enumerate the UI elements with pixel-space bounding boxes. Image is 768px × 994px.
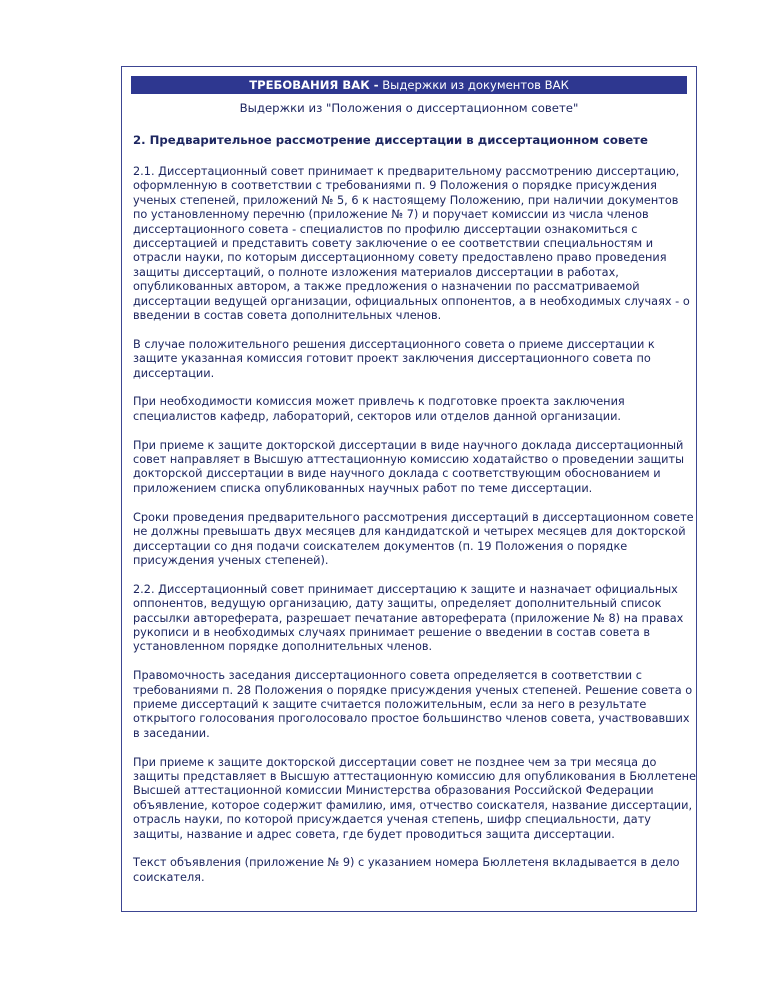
paragraph-line: по установленному перечню (приложение № 7) и поручает комиссии из числа членов (133, 208, 649, 222)
document-body (133, 165, 696, 900)
paragraph (133, 395, 693, 424)
paragraph (133, 511, 693, 569)
paragraph-line: рукописи и в необходимых случаях принимает решение о введении в состав совета в (133, 625, 650, 639)
document-frame (121, 66, 697, 912)
paragraph-line: 2.2. Диссертационный совет принимает диссертацию к защите и назначает официальных (133, 582, 678, 596)
paragraph-line: не должны превышать двух месяцев для кандидатской и четырех месяцев для докторской (133, 525, 686, 539)
paragraph-line: Текст объявления (приложение № 9) с указанием номера Бюллетеня вкладывается в дело (133, 856, 680, 870)
paragraph-line: В случае положительного решения диссертационного совета о приеме диссертации к (133, 337, 655, 351)
paragraph-line: рассылки автореферата, разрешает печатание автореферата (приложение № 8) на правах (133, 611, 684, 625)
paragraph-line: открытого голосования проголосовало простое большинство членов совета, участвовавших (133, 712, 690, 726)
paragraph-line: Правомочность заседания диссертационного совета определяется в соответствии с (133, 669, 642, 683)
paragraph-line: приложением списка опубликованных научных работ по теме диссертации. (133, 481, 593, 495)
paragraph (133, 856, 693, 885)
paragraph-line: 2.1. Диссертационный совет принимает к предварительному рассмотрению диссертацию, (133, 165, 680, 178)
paragraph (133, 583, 693, 655)
paragraph-line: защите указанная комиссия готовит проект заключения диссертационного совета по (133, 352, 651, 366)
paragraph-line: ученых степеней, приложений № 5, 6 к настоящему Положению, при наличии документов (133, 193, 679, 207)
paragraph-line: При приеме к защите докторской диссертации совет не позднее чем за три месяца до (133, 755, 657, 769)
paragraph-line: докторской диссертации в виде научного доклада с соответствующим обоснованием и (133, 467, 661, 481)
paragraph-line: Высшей аттестационной комиссии Министерства образования Российской Федерации (133, 784, 654, 798)
paragraph-line: диссертацией и представить совету заключение о ее соответствии специальностям и (133, 237, 654, 251)
document-subtitle: Выдержки из "Положения о диссертационном совете" (239, 101, 579, 115)
header-title-bold: ТРЕБОВАНИЯ ВАК - (249, 78, 379, 92)
paragraph-line: защиты представляет в Высшую аттестационную комиссию для опубликования в Бюллетене (133, 769, 696, 783)
header-title-rest: Выдержки из документов ВАК (378, 78, 569, 92)
paragraph-line: присуждения ученых степеней). (133, 553, 329, 567)
paragraph-line: введении в состав совета дополнительных членов. (133, 309, 442, 323)
paragraph-line: защиты, название и адрес совета, где будет проводиться защита диссертации. (133, 827, 615, 841)
paragraph-line: диссертации. (133, 366, 215, 380)
paragraph-line: соискателя. (133, 870, 205, 884)
paragraph-line: установленном порядке дополнительных членов. (133, 640, 433, 654)
paragraph-line: диссертации со дня подачи соискателем документов (п. 19 Положения о порядке (133, 539, 628, 553)
paragraph-line: При необходимости комиссия может привлечь к подготовке проекта заключения (133, 395, 625, 409)
paragraph-line: в заседании. (133, 726, 210, 740)
paragraph (133, 669, 693, 741)
paragraph-line: защиты диссертаций, о полноте изложения материалов диссертации в работах, (133, 265, 619, 279)
paragraph-line: совет направляет в Высшую аттестационную комиссию ходатайство о проведении защиты (133, 453, 684, 467)
paragraph-line: опубликованных автором, а также предложения о назначении по рассматриваемой (133, 280, 640, 294)
paragraph (133, 338, 693, 381)
paragraph-line: объявление, которое содержит фамилию, имя, отчество соискателя, название диссертации, (133, 798, 693, 812)
paragraph-line: При приеме к защите докторской диссертации в виде научного доклада диссертационный (133, 438, 684, 452)
paragraph (133, 755, 696, 842)
paragraph-line: отрасль науки, по которой присуждается ученая степень, шифр специальности, дату (133, 813, 651, 827)
paragraph-line: оппонентов, ведущую организацию, дату защиты, определяет дополнительный список (133, 597, 662, 611)
paragraph-line: диссертации ведущей организации, официальных оппонентов, а в необходимых случаях - о (133, 294, 690, 308)
section-title: 2. Предварительное рассмотрение диссертации в диссертационном совете (133, 133, 648, 147)
paragraph-line: диссертационного совета - специалистов по профилю диссертации ознакомиться с (133, 222, 638, 236)
paragraph (133, 439, 693, 497)
paragraph (133, 165, 693, 323)
paragraph-line: оформленную в соответствии с требованиями п. 9 Положения о порядке присуждения (133, 179, 657, 193)
paragraph-line: Сроки проведения предварительного рассмотрения диссертаций в диссертационном совете (133, 510, 694, 524)
header-bar (131, 76, 687, 94)
paragraph-line: специалистов кафедр, лабораторий, секторов или отделов данной организации. (133, 409, 622, 423)
paragraph-line: приеме диссертаций к защите считается положительным, если за него в результате (133, 697, 647, 711)
paragraph-line: требованиями п. 28 Положения о порядке присуждения ученых степеней. Решение совета о (133, 683, 693, 697)
paragraph-line: отрасли науки, по которым диссертационному совету предоставлено право проведения (133, 251, 667, 265)
